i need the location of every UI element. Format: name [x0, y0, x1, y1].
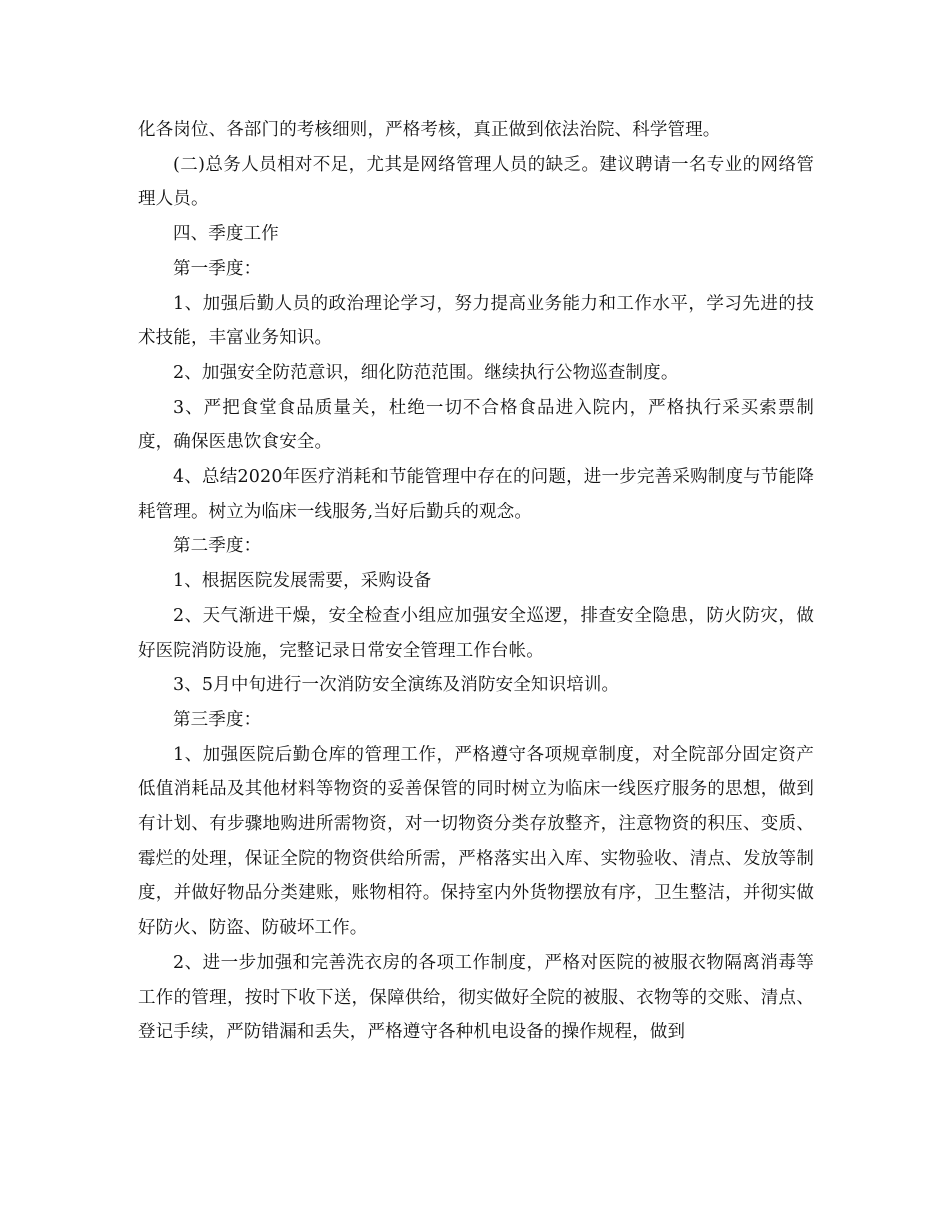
- q2-item-1: 1、根据医院发展需要，采购设备: [173, 571, 432, 592]
- section-heading-quarterly-work: 四、季度工作: [173, 224, 279, 245]
- paragraph-staffing-shortage: (二)总务人员相对不足，尤其是网络管理人员的缺乏。建议聘请一名专业的网络管理人员。: [138, 154, 814, 210]
- subheading-q3: 第三季度：: [173, 709, 262, 730]
- q1-item-3: 3、严把食堂食品质量关，杜绝一切不合格食品进入院内，严格执行采买索票制度，确保医患饮食安全。: [138, 397, 814, 453]
- q3-item-2: 2、进一步加强和完善洗衣房的各项工作制度，严格对医院的被服衣物隔离消毒等工作的管理，按时下收下送，保障供给，彻实做好全院的被服、衣物等的交账、清点、登记手续，严防错漏和丢失，严格遵守各种机电设备的操作规程，做到: [138, 952, 814, 1043]
- q1-item-1: 1、加强后勤人员的政治理论学习，努力提高业务能力和工作水平，学习先进的技术技能，丰富业务知识。: [138, 293, 814, 349]
- q1-item-2: 2、加强安全防范意识，细化防范范围。继续执行公物巡查制度。: [173, 362, 679, 383]
- q3-item-1: 1、加强医院后勤仓库的管理工作，严格遵守各项规章制度，对全院部分固定资产低值消耗品及其他材料等物资的妥善保管的同时树立为临床一线医疗服务的思想，做到有计划、有步骤地购进所需物资，对一切物资分类存放整齐，注意物资的积压、变质、霉烂的处理，保证全院的物资供给所需，严格落实出入库、实物验收、清点、发放等制度，并做好物品分类建账，账物相符。保持室内外货物摆放有序，卫生整洁，并彻实做好防火、防盗、防破坏工作。: [138, 744, 814, 939]
- document-body: [138, 113, 814, 1050]
- subheading-q1: 第一季度：: [173, 258, 262, 279]
- subheading-q2: 第二季度：: [173, 536, 262, 557]
- q2-item-2: 2、天气渐进干燥，安全检查小组应加强安全巡逻，排查安全隐患，防火防灾，做好医院消防设施，完整记录日常安全管理工作台帐。: [138, 605, 814, 661]
- q1-item-4: 4、总结2020年医疗消耗和节能管理中存在的问题，进一步完善采购制度与节能降耗管理。树立为临床一线服务,当好后勤兵的观念。: [138, 467, 814, 522]
- q2-item-3: 3、5月中旬进行一次消防安全演练及消防安全知识培训。: [173, 675, 620, 696]
- paragraph-continuation: 化各岗位、各部门的考核细则，严格考核，真正做到依法治院、科学管理。: [138, 120, 721, 140]
